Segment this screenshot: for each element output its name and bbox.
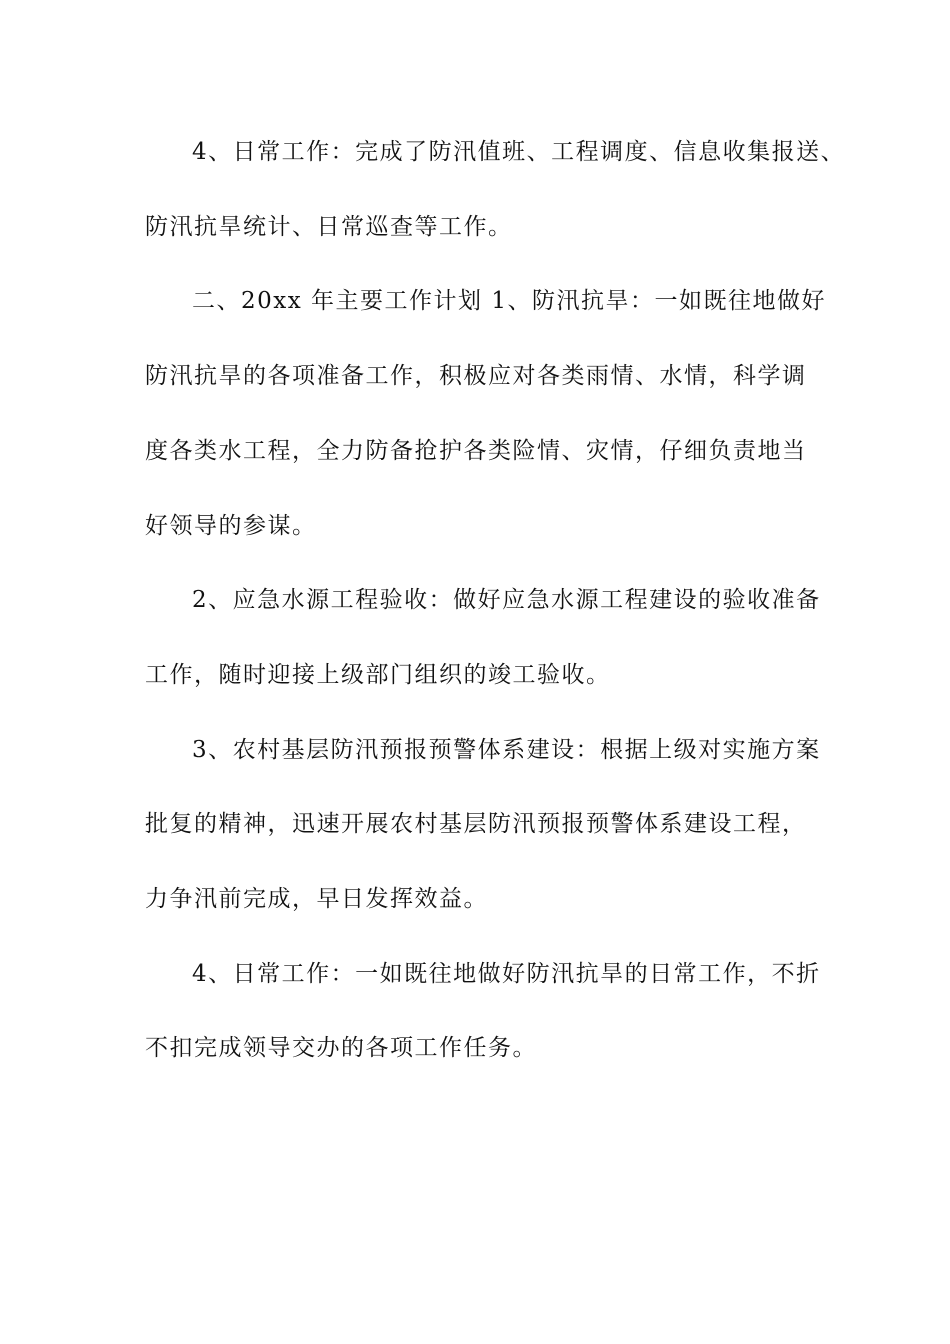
text-line: 工作，随时迎接上级部门组织的竣工验收。 [145, 662, 611, 688]
text-line: 2、应急水源工程验收：做好应急水源工程建设的验收准备 [192, 587, 821, 613]
text-line: 好领导的参谋。 [145, 513, 317, 539]
text-line: 批复的精神，迅速开展农村基层防汛预报预警体系建设工程， [145, 811, 807, 837]
text-line: 3、农村基层防汛预报预警体系建设：根据上级对实施方案 [192, 737, 821, 763]
text-line: 不扣完成领导交办的各项工作任务。 [145, 1035, 537, 1061]
text-line: 4、日常工作：一如既往地做好防汛抗旱的日常工作，不折 [192, 961, 821, 987]
text-line: 防汛抗旱统计、日常巡查等工作。 [145, 214, 513, 240]
text-line: 二、20xx 年主要工作计划 1、防汛抗旱：一如既往地做好 [192, 288, 826, 314]
text-line: 防汛抗旱的各项准备工作，积极应对各类雨情、水情，科学调 [145, 363, 807, 389]
text-line: 4、日常工作：完成了防汛值班、工程调度、信息收集报送、 [192, 139, 846, 165]
text-line: 度各类水工程，全力防备抢护各类险情、灾情，仔细负责地当 [145, 438, 807, 464]
text-line: 力争汛前完成，早日发挥效益。 [145, 886, 488, 912]
